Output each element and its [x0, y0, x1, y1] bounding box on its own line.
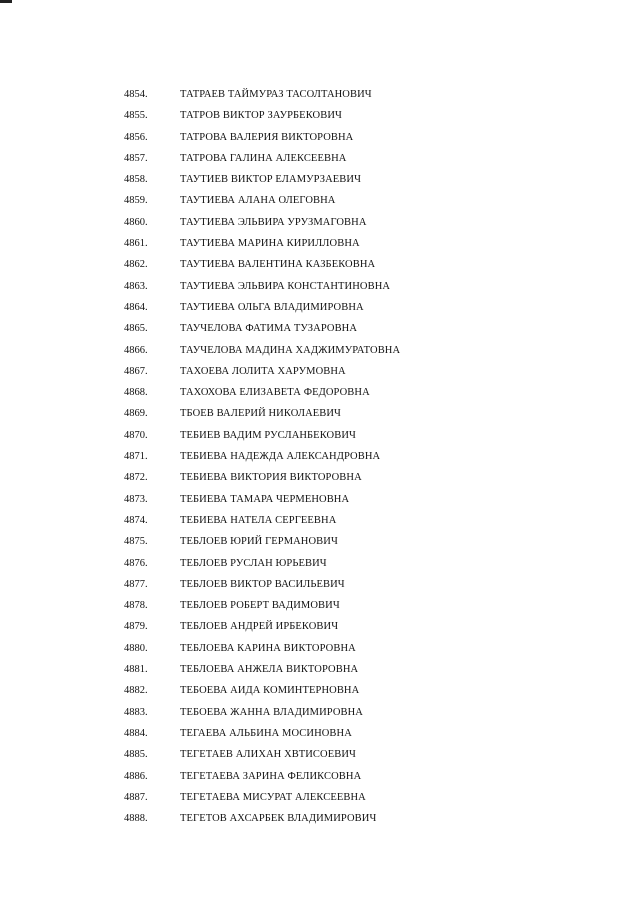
- entry-number: 4858.: [124, 174, 148, 186]
- entry-full-name: ТАУЧЕЛОВА МАДИНА ХАДЖИМУРАТОВНА: [180, 344, 401, 356]
- entry-number: 4885.: [124, 749, 148, 761]
- entry-full-name: ТЕБИЕВ ВАДИМ РУСЛАНБЕКОВИЧ: [180, 429, 356, 441]
- entry-number: 4883.: [124, 706, 148, 718]
- entry-full-name: ТАУЧЕЛОВА ФАТИМА ТУЗАРОВНА: [180, 323, 358, 335]
- list-item: [0, 318, 640, 339]
- entry-number: 4869.: [124, 408, 148, 420]
- list-item: [0, 190, 640, 211]
- entry-full-name: ТАХОЕВА ЛОЛИТА ХАРУМОВНА: [180, 365, 346, 377]
- entry-number: 4854.: [124, 89, 148, 100]
- list-item: [0, 553, 640, 574]
- list-item: [0, 403, 640, 424]
- list-item: [0, 723, 640, 744]
- entry-full-name: ТАУТИЕВА ОЛЬГА ВЛАДИМИРОВНА: [180, 301, 364, 313]
- entry-number: 4880.: [124, 642, 148, 654]
- entry-number: 4886.: [124, 770, 148, 782]
- list-item: [0, 574, 640, 595]
- list-item: [0, 638, 640, 659]
- entry-full-name: ТЕБИЕВА НАДЕЖДА АЛЕКСАНДРОВНА: [180, 451, 381, 463]
- entry-full-name: ТЕБЛОЕВА АНЖЕЛА ВИКТОРОВНА: [180, 664, 359, 676]
- entry-full-name: ТЕБЛОЕВ ЮРИЙ ГЕРМАНОВИЧ: [180, 536, 338, 548]
- entry-number: 4874.: [124, 514, 148, 526]
- entry-number: 4879.: [124, 621, 148, 633]
- list-item: [0, 254, 640, 275]
- list-item: [0, 425, 640, 446]
- entry-number: 4887.: [124, 791, 148, 803]
- entry-number: 4878.: [124, 600, 148, 612]
- entry-full-name: ТАТРАЕВ ТАЙМУРАЗ ТАСОЛТАНОВИЧ: [180, 89, 372, 100]
- entry-full-name: ТАТРОВ ВИКТОР ЗАУРБЕКОВИЧ: [180, 110, 342, 122]
- entry-number: 4876.: [124, 557, 148, 569]
- list-item: [0, 595, 640, 616]
- list-item: [0, 382, 640, 403]
- entry-number: 4873.: [124, 493, 148, 505]
- name-list: [0, 84, 640, 829]
- list-item: [0, 127, 640, 148]
- list-item: [0, 169, 640, 190]
- entry-full-name: ТЕГЕТОВ АХСАРБЕК ВЛАДИМИРОВИЧ: [180, 813, 377, 825]
- entry-number: 4870.: [124, 429, 148, 441]
- list-item: [0, 84, 640, 105]
- entry-number: 4867.: [124, 365, 148, 377]
- entry-number: 4872.: [124, 472, 148, 484]
- entry-full-name: ТЕБОЕВА ЖАННА ВЛАДИМИРОВНА: [180, 706, 363, 718]
- entry-full-name: ТЕБЛОЕВ АНДРЕЙ ИРБЕКОВИЧ: [180, 621, 339, 633]
- entry-full-name: ТАТРОВА ВАЛЕРИЯ ВИКТОРОВНА: [180, 131, 354, 143]
- list-item: [0, 616, 640, 637]
- list-item: [0, 531, 640, 552]
- entry-full-name: ТАУТИЕВА АЛАНА ОЛЕГОВНА: [180, 195, 336, 207]
- entry-full-name: ТАХОХОВА ЕЛИЗАВЕТА ФЕДОРОВНА: [180, 387, 370, 399]
- entry-full-name: ТЕБИЕВА НАТЕЛА СЕРГЕЕВНА: [180, 514, 337, 526]
- list-item: [0, 212, 640, 233]
- entry-number: 4877.: [124, 578, 148, 590]
- entry-number: 4881.: [124, 664, 148, 676]
- list-item: [0, 446, 640, 467]
- entry-number: 4868.: [124, 387, 148, 399]
- entry-full-name: ТАУТИЕВА ЭЛЬВИРА УРУЗМАГОВНА: [180, 216, 367, 228]
- entry-number: 4857.: [124, 152, 148, 164]
- list-item: [0, 680, 640, 701]
- list-item: [0, 766, 640, 787]
- list-item: [0, 148, 640, 169]
- list-item: [0, 510, 640, 531]
- entry-number: 4882.: [124, 685, 148, 697]
- entry-full-name: ТЕГЕТАЕВА МИСУРАТ АЛЕКСЕЕВНА: [180, 791, 366, 803]
- list-item: [0, 276, 640, 297]
- list-item: [0, 808, 640, 829]
- entry-full-name: ТАУТИЕВ ВИКТОР ЕЛАМУРЗАЕВИЧ: [180, 174, 362, 186]
- entry-number: 4860.: [124, 216, 148, 228]
- list-item: [0, 340, 640, 361]
- entry-full-name: ТАУТИЕВА ЭЛЬВИРА КОНСТАНТИНОВНА: [180, 280, 391, 292]
- entry-number: 4866.: [124, 344, 148, 356]
- entry-full-name: ТЕБЛОЕВ ВИКТОР ВАСИЛЬЕВИЧ: [180, 578, 345, 590]
- entry-number: 4864.: [124, 301, 148, 313]
- list-item: [0, 105, 640, 126]
- entry-number: 4865.: [124, 323, 148, 335]
- list-item: [0, 659, 640, 680]
- entry-full-name: ТЕБИЕВА ВИКТОРИЯ ВИКТОРОВНА: [180, 472, 362, 484]
- entry-number: 4856.: [124, 131, 148, 143]
- entry-number: 4859.: [124, 195, 148, 207]
- entry-full-name: ТЕГЕТАЕВ АЛИХАН ХВТИСОЕВИЧ: [180, 749, 356, 761]
- entry-full-name: ТЕБОЕВА АИДА КОМИНТЕРНОВНА: [180, 685, 360, 697]
- list-item: [0, 787, 640, 808]
- entry-full-name: ТБОЕВ ВАЛЕРИЙ НИКОЛАЕВИЧ: [180, 408, 341, 420]
- entry-full-name: ТЕБИЕВА ТАМАРА ЧЕРМЕНОВНА: [180, 493, 350, 505]
- entry-number: 4875.: [124, 536, 148, 548]
- list-item: [0, 297, 640, 318]
- entry-number: 4855.: [124, 110, 148, 122]
- scan-corner-mark: [0, 0, 12, 3]
- entry-full-name: ТЕБЛОЕВА КАРИНА ВИКТОРОВНА: [180, 642, 356, 654]
- entry-number: 4884.: [124, 727, 148, 739]
- entry-number: 4862.: [124, 259, 148, 271]
- entry-number: 4861.: [124, 238, 148, 250]
- list-item: [0, 744, 640, 765]
- list-item: [0, 233, 640, 254]
- entry-full-name: ТЕБЛОЕВ РУСЛАН ЮРЬЕВИЧ: [180, 557, 327, 569]
- entry-number: 4871.: [124, 451, 148, 463]
- list-item: [0, 702, 640, 723]
- entry-number: 4888.: [124, 813, 148, 825]
- entry-full-name: ТАТРОВА ГАЛИНА АЛЕКСЕЕВНА: [180, 152, 347, 164]
- entry-full-name: ТАУТИЕВА ВАЛЕНТИНА КАЗБЕКОВНА: [180, 259, 376, 271]
- entry-number: 4863.: [124, 280, 148, 292]
- entry-full-name: ТЕГЕТАЕВА ЗАРИНА ФЕЛИКСОВНА: [180, 770, 362, 782]
- list-item: [0, 467, 640, 488]
- entry-full-name: ТЕБЛОЕВ РОБЕРТ ВАДИМОВИЧ: [180, 600, 340, 612]
- entry-full-name: ТАУТИЕВА МАРИНА КИРИЛЛОВНА: [180, 238, 360, 250]
- entry-full-name: ТЕГАЕВА АЛЬБИНА МОСИНОВНА: [180, 727, 352, 739]
- list-item: [0, 361, 640, 382]
- list-item: [0, 489, 640, 510]
